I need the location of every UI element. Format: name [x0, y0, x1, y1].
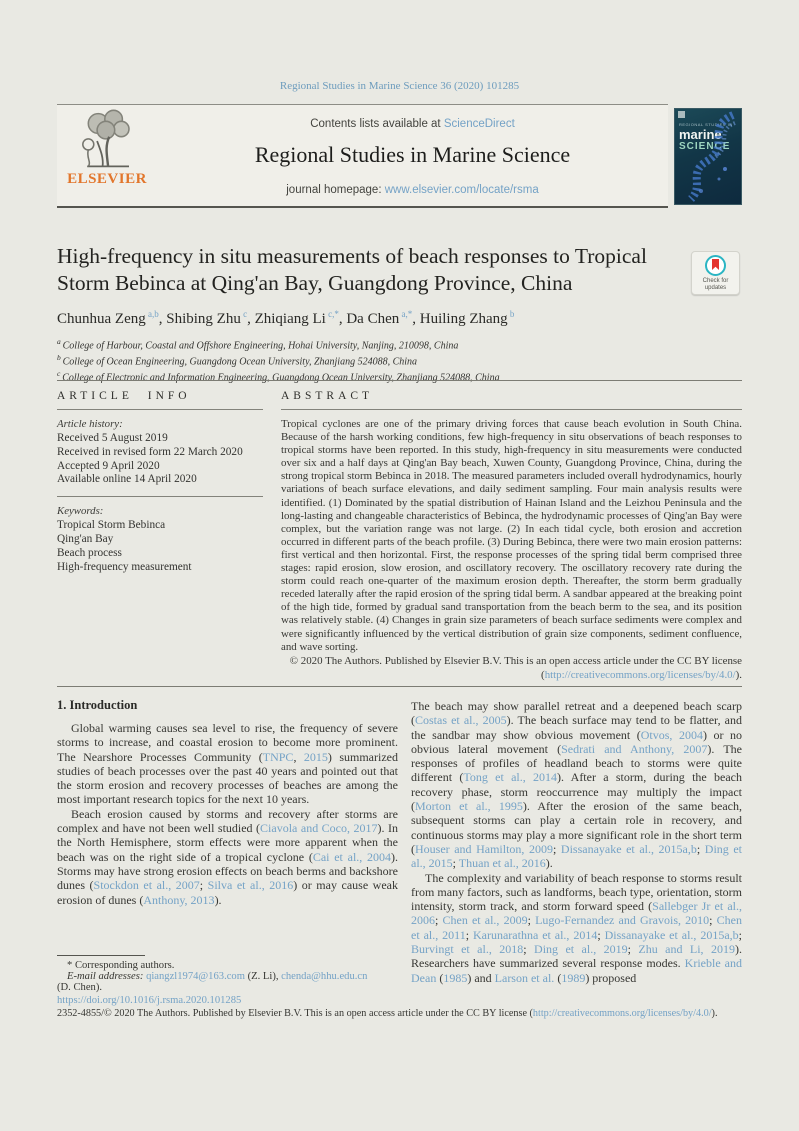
link[interactable]: chenda@hhu.edu.cn [281, 971, 368, 983]
badge-label: Check for updates [702, 278, 729, 291]
link[interactable]: TNPC [262, 749, 294, 764]
affiliations [57, 336, 717, 384]
affiliation-a: $^a$ College of Harbour, Coastal and Offshore Engineering, Hohai University, Nanjing, 210098, China [57, 337, 459, 352]
paragraph: Global warming causes sea level to rise, the frequency of severe storms to increase, and coastal erosion to become more prominent. The Nearshore Processes Community (TNPC, 2015) summarized studies of beach processes over the past 40 years and pointed out that the storm erosion and recovery processes of beaches are among the most important research topics for the next 10 years. [57, 721, 398, 807]
section-heading-introduction: 1. Introduction [57, 698, 138, 712]
keyword: High-frequency measurement [57, 560, 192, 573]
link[interactable]: Krieble and Dean [411, 956, 742, 985]
body-left-column [57, 721, 398, 907]
history-label: Article history: [57, 418, 123, 430]
issn-copyright-line: 2352-4855/© 2020 The Authors. Published by Elsevier B.V. This is an open access article under the CC BY license (http://creativecommons.org/licenses/by/4.0/). [57, 1008, 718, 1019]
article-info-header: ARTICLE INFO [57, 390, 191, 402]
link[interactable]: Cai et al., 2004 [312, 849, 392, 864]
link[interactable]: Otvos, 2004 [640, 727, 703, 742]
author-list: Chunhua Zeng $^{a,b}$, Shibing Zhu $^c$, Zhiqiang Li $^{c,*}$, Da Chen $^{a,*}$, Huiling Zhang $^b$ [57, 309, 515, 327]
divider-below-abstract [57, 686, 742, 687]
body-right-column [411, 699, 742, 985]
link[interactable]: Zhu and Li, 2019 [638, 942, 735, 957]
cover-swirl-art [675, 109, 741, 204]
link[interactable]: Costas et al., 2005 [415, 713, 507, 728]
link[interactable]: Morton et al., 1995 [415, 799, 523, 814]
footnote-chen-line: (D. Chen). [57, 982, 103, 994]
cover-title-science: SCIENCE [679, 141, 731, 152]
link[interactable]: http://creativecommons.org/licenses/by/4.0/ [544, 668, 736, 681]
link[interactable]: Houser and Hamilton, 2009 [415, 841, 553, 856]
link[interactable]: Chen et al., 2011 [411, 913, 742, 942]
homepage-link[interactable]: www.elsevier.com/locate/rsma [384, 184, 539, 196]
elsevier-wordmark: ELSEVIER [67, 171, 147, 187]
link[interactable]: Thuan et al., 2016 [458, 856, 546, 871]
contents-line [157, 118, 668, 130]
keywords-label: Keywords: [57, 505, 104, 518]
keyword: Beach process [57, 546, 122, 559]
journal-title: Regional Studies in Marine Science [254, 142, 571, 167]
link[interactable]: 1985 [443, 970, 468, 985]
paragraph: The beach may show parallel retreat and a deepened beach scarp (Costas et al., 2005). The beach surface may tend to be flatter, and the sandbar may show obvious movement (Otvos, 2004) or no obvious lateral movement (Sedrati and Anthony, 2007). The responses of profiles of headland beach to storms were quite different (Tong et al., 2014). After a storm, during the beach recovery phase, storm reoccurrence may multiply the impact (Morton et al., 1995). After the erosion of the same beach, subsequent storms can play a certain role in recovery, and continuous storms may play a more significant role in the short term (Houser and Hamilton, 2009; Dissanayake et al., 2015a,b; Ding et al., 2015; Thuan et al., 2016). [411, 699, 743, 871]
elsevier-logo[interactable] [61, 109, 153, 203]
link[interactable]: http://creativecommons.org/licenses/by/4.0/ [532, 1008, 712, 1019]
abstract-license: (http://creativecommons.org/licenses/by/4.0/). [541, 668, 742, 681]
affiliation-c: $^c$ College of Electronic and Information Engineering, Guangdong Ocean University, Zhanjiang 524088, China [57, 368, 500, 384]
abstract-copyright: © 2020 The Authors. Published by Elsevier B.V. This is an open access article under the CC BY license [289, 654, 742, 667]
running-head-citation: Regional Studies in Marine Science 36 (2020) 101285 [279, 80, 520, 92]
link[interactable]: Chen et al., 2009 [442, 913, 528, 928]
bookmark-icon [712, 259, 719, 270]
paragraph: Beach erosion caused by storms and recovery after storms are complex and have not been well studied (Ciavola and Coco, 2017). In the North Hemisphere, storm effects were more apparent when the beach was on the right side of a tropical cyclone (Cai et al., 2004). Storms may have strong erosion effects on beach berms and backshore dunes (Stockdon et al., 2007; Silva et al., 2016) or may cause weak erosion of dunes (Anthony, 2013). [57, 806, 399, 907]
contents-prefix: Contents lists available at [310, 118, 444, 130]
link[interactable]: qiangzl1974@163.com [146, 971, 245, 983]
link[interactable]: Anthony, 2013 [143, 892, 215, 907]
homepage-prefix: journal homepage: [286, 184, 385, 196]
link[interactable]: Tong et al., 2014 [463, 770, 558, 785]
masthead-banner [57, 104, 668, 208]
footnote-star-line: * Corresponding authors. [67, 960, 175, 971]
link[interactable]: 2015 [303, 749, 328, 764]
link[interactable]: Karunarathna et al., 2014 [472, 927, 598, 942]
abstract-header: ABSTRACT [281, 390, 374, 402]
article-info-rule [57, 409, 263, 410]
link[interactable]: Ciavola and Coco, 2017 [260, 821, 378, 836]
cover-series-label: REGIONAL STUDIES IN [679, 122, 733, 127]
link[interactable]: Ding et al., 2019 [534, 942, 628, 957]
elsevier-tree-icon [74, 109, 140, 171]
link[interactable]: Lugo-Fernandez and Gravois, 2010 [535, 913, 710, 928]
link[interactable]: Larson et al. [494, 970, 555, 985]
keywords-rule [57, 496, 263, 497]
link[interactable]: 1989 [561, 970, 586, 985]
link[interactable]: Dissanayake et al., 2015a,b [604, 927, 739, 942]
history-line: Received 5 August 2019 [57, 432, 168, 444]
keyword: Qing'an Bay [57, 532, 114, 545]
history-line: Available online 14 April 2020 [57, 473, 197, 486]
doi-link[interactable]: https://doi.org/10.1016/j.rsma.2020.101285 [57, 995, 242, 1006]
divider-above-info [57, 380, 742, 381]
journal-cover-thumbnail[interactable] [674, 108, 742, 205]
cover-title-marine: marine [679, 127, 722, 142]
article-title: High-frequency in situ measurements of beach responses to Tropical Storm Bebinca at Qing'an Bay, Guangdong Province, China [57, 244, 647, 295]
masthead-center [157, 105, 668, 206]
keyword: Tropical Storm Bebinca [57, 519, 166, 532]
footnote-rule [57, 955, 145, 956]
abstract-rule [281, 409, 742, 410]
link[interactable]: Dissanayake et al., 2015a,b [560, 841, 697, 856]
homepage-line [157, 184, 668, 196]
crossmark-icon [705, 255, 726, 276]
link[interactable]: Burvingt et al., 2018 [411, 942, 524, 957]
link[interactable]: Ding et al., 2015 [411, 841, 743, 871]
link[interactable]: Silva et al., 2016 [207, 878, 294, 893]
link[interactable]: Sedrati and Anthony, 2007 [561, 741, 708, 756]
abstract-text: Tropical cyclones are one of the primary driving forces that cause beach evolution in South China. Because of the harsh working conditions, few high-frequency in situ observations of beach responses to tropical storms have been reported. In this study, high-frequency in situ measurements were conducted over six and a half days at Qing'an Bay beach, Xuwen County, Guangdong Province, China, during the strong tropical storm Bebinca in 2018. The measured parameters included overall hydrodynamics, hourly variations of beach surface elevations, and daily sediment sampling. Four main analysis results were identified. (1) Dominated by the spatial distribution of Hainan Island and the Leizhou Peninsula and the long-lasting and changeable characteristics of Bebinca, the hydrodynamic processes of Qing'an Bay were complex, but the variation range was not large. (2) In each tidal cycle, both erosion and accretion occurred in different parts of the beach profile. (3) During Bebinca, there were two main erosion patterns: first vertical and then horizontal. First, the response processes of the spring tidal berm comprised three stages: rapid erosion, slow erosion, and oscillatory recovery. The oscillatory recovery rate during the storm could reach one-quarter of the maximum erosion depth. Thereafter, the storm berm gradually receded laterally after the rapid erosion of the spring tidal berm. A sandbar appeared at the breaking point of the high tide, formed by gradual sand transportation from the beach berm to the sea, and its position was relatively stable. (4) Changes in grain size parameters of beach surface sediments were complex and were significantly influenced by the vertical distribution of grain size components, sediment confluence, and wave sorting. [281, 418, 742, 653]
abstract-column [281, 390, 742, 682]
corresponding-author-footnote [57, 960, 402, 994]
sciencedirect-link[interactable]: ScienceDirect [443, 118, 515, 130]
history-line: Accepted 9 April 2020 [57, 459, 160, 472]
check-for-updates-badge[interactable] [691, 251, 740, 295]
history-line: Received in revised form 22 March 2020 [57, 445, 243, 458]
paragraph: The complexity and variability of beach response to storms result from many factors, such as landforms, beach type, orientation, storm intensity, storm track, and storm forward speed (Sallebger Jr et al., 2006; Chen et al., 2009; Lugo-Fernandez and Gravois, 2010; Chen et al., 2011; Karunarathna et al., 2014; Dissanayake et al., 2015a,b; Burvingt et al., 2018; Ding et al., 2019; Zhu and Li, 2019). Researchers have summarized several response modes. Krieble and Dean (1985) and Larson et al. (1989) proposed [411, 870, 743, 985]
affiliation-b: $^b$ College of Ocean Engineering, Guangdong Ocean University, Zhanjiang 524088, China [57, 352, 418, 368]
link[interactable]: Sallebger Jr et al., 2006 [411, 899, 743, 928]
article-info-column [57, 390, 263, 574]
link[interactable]: Stockdon et al., 2007 [93, 878, 200, 893]
footnote-email-line: E-mail addresses: qiangzl1974@163.com (Z. Li), chenda@hhu.edu.cn [67, 971, 368, 983]
